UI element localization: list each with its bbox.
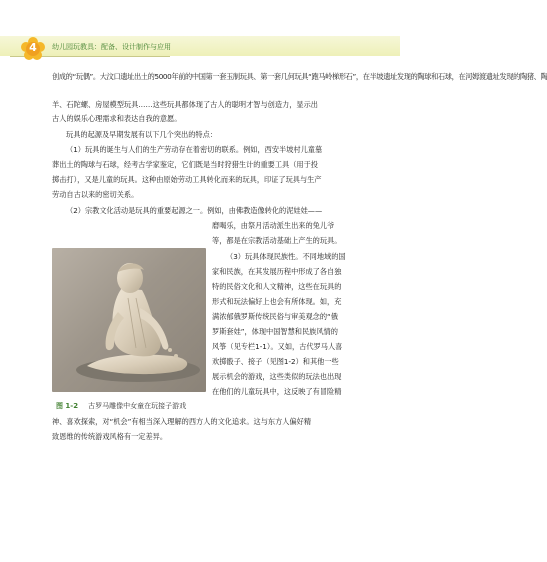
- text-line: 在他们的儿童玩具中，这反映了有冒险精: [212, 387, 342, 396]
- text-line: 欢掷骰子、接子（见图1-2）和其他一些: [212, 357, 339, 366]
- page-number: 4: [29, 41, 37, 54]
- running-title: 幼儿园玩教具：配备、设计制作与应用: [52, 43, 171, 51]
- text-line: （3）玩具体现民族性。不同地域的国: [226, 252, 346, 261]
- text-line: 神、喜欢探索，对“机会”有相当深入理解的西方人的文化追求。这与东方人偏好精: [52, 417, 312, 426]
- text-line: 致恩维的传统游戏风格有一定差异。: [52, 432, 168, 441]
- text-line: （2）宗教文化活动是玩具的重要起源之一。例如，由佛教造像转化的泥娃娃——: [66, 206, 323, 215]
- text-line: （1）玩具的诞生与人们的生产劳动存在着密切的联系。例如，西安半坡村儿童墓: [66, 145, 323, 154]
- figure-photo: [52, 248, 206, 392]
- text-line: 展示机会的游戏，这些类似的玩法也出现: [212, 372, 342, 381]
- text-line: 掷击打），又是儿童的玩具。这种由原始劳动工具转化而来的玩具，印证了玩具与生产: [52, 175, 322, 184]
- text-line: 创成的“玩偶”。大汶口遗址出土的5000年前的中国第一套玉制玩具、第一套几何玩具“跑马岭梯形石”，在半坡遗址发现的陶球和石球，在河姆渡遗址发现的陶猪、陶: [52, 72, 547, 81]
- text-line: 玩具的起源及早期发展有以下几个突出的特点：: [66, 130, 217, 139]
- text-line: 古人的娱乐心理需求和表达自我的意愿。: [52, 114, 182, 123]
- figure-caption: [56, 401, 186, 411]
- text-line: 风筝（见专栏1-1）。又如，古代罗马人喜: [212, 342, 343, 351]
- text-line: 劳动自古以来的密切关系。: [52, 190, 139, 199]
- text-line: 羊、石陀螺、房屋模型玩具……这些玩具都体现了古人的聪明才智与创造力，显示出: [52, 100, 318, 109]
- statue-image: [52, 248, 206, 392]
- text-line: 特的民俗文化和人文精神，这些在玩具的: [212, 282, 342, 291]
- text-line: 等，都是在宗教活动基础上产生的玩具。: [212, 236, 342, 245]
- text-line: 葬出土的陶球与石球，经考古学家鉴定，它们既是当时狩猎生计的重要工具（用于投: [52, 160, 318, 169]
- figure-label: 图 1-2: [56, 402, 79, 410]
- text-line: 磨喝乐，由祭月活动派生出来的兔儿爷: [212, 221, 335, 230]
- text-line: 家和民族，在其发展历程中形成了各自独: [212, 267, 342, 276]
- text-line: 罗斯套娃”，体现中国智慧和民族风情的: [212, 327, 338, 336]
- text-line: 形式和玩法偏好上也会有所体现。如，充: [212, 297, 342, 306]
- figure-caption-text: 古罗马雕像中女童在玩接子游戏: [88, 402, 187, 410]
- text-line: 满浓郁俄罗斯传统民俗与审美观念的“俄: [212, 312, 338, 321]
